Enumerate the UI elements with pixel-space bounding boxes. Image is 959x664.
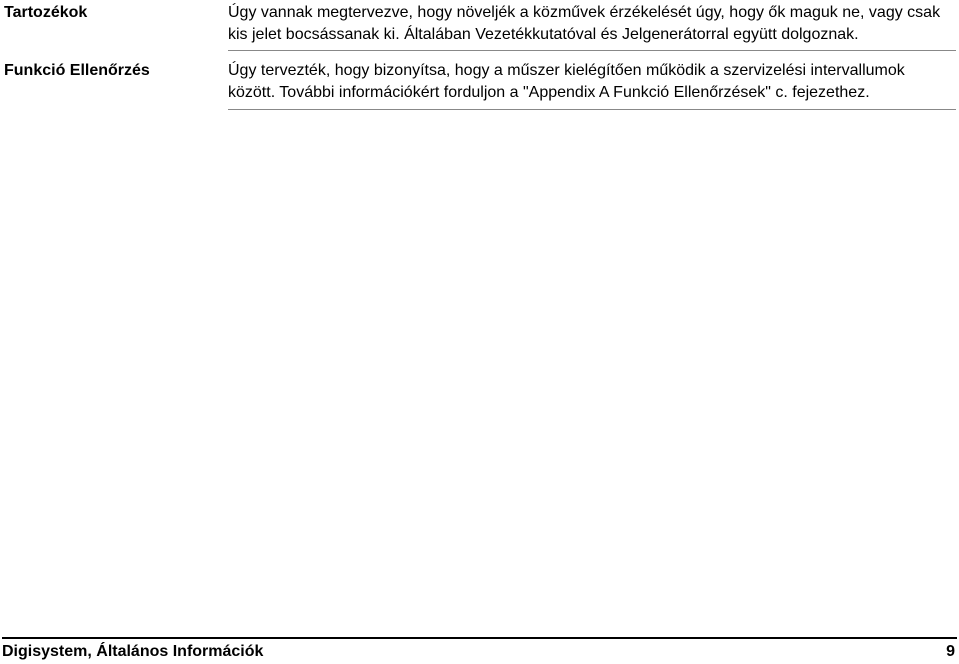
page-number: 9	[946, 643, 955, 660]
section-body-funkcio-ellenorzes: Úgy tervezték, hogy bizonyítsa, hogy a műszer kielégítően működik a szervizelési intervallumok között. További információkért forduljon a "Appendix A Funkció Ellenőrzések" c. fejezethez.	[228, 62, 905, 101]
section-divider	[228, 50, 956, 51]
section-heading-funkcio-ellenorzes: Funkció Ellenőrzés	[4, 62, 150, 79]
footer-title: Digisystem, Általános Információk	[2, 643, 264, 660]
section-heading-tartozekok: Tartozékok	[4, 4, 88, 21]
footer-divider	[2, 637, 957, 639]
section-divider	[228, 109, 956, 110]
section-body-tartozekok: Úgy vannak megtervezve, hogy növeljék a közművek érzékelését úgy, hogy ők maguk ne, vagy csak kis jelet bocsássanak ki. Általában Vezetékkutatóval és Jelgenerátorral együtt dolgoznak.	[228, 4, 941, 43]
